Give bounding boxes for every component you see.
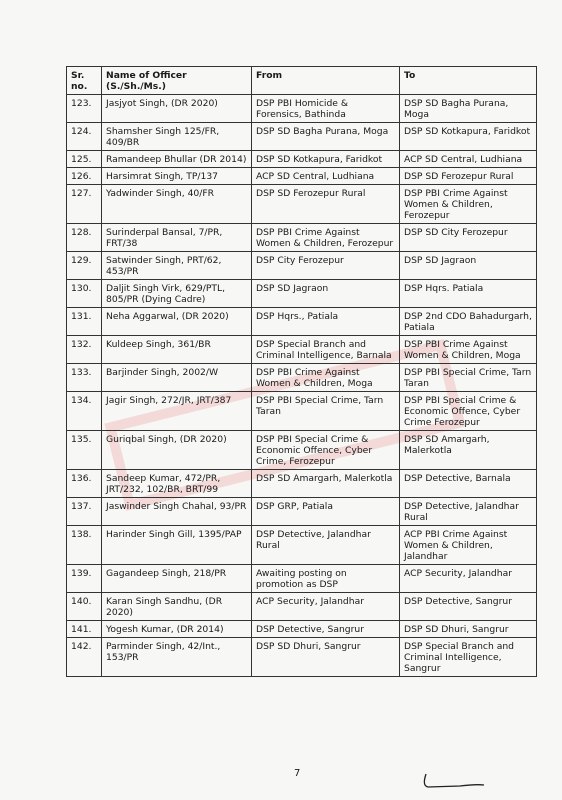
row-officer-name: Yadwinder Singh, 40/FR [102,185,252,224]
row-sr-no: 136. [67,470,102,498]
row-from: DSP SD Kotkapura, Faridkot [252,151,400,168]
row-to: DSP SD Jagraon [400,252,537,280]
row-sr-no: 123. [67,95,102,123]
row-sr-no: 132. [67,336,102,364]
row-to: DSP SD Amargarh, Malerkotla [400,431,537,470]
table-row [67,470,537,498]
row-sr-no: 140. [67,593,102,621]
row-to: DSP 2nd CDO Bahadurgarh, Patiala [400,308,537,336]
row-from: ACP Security, Jalandhar [252,593,400,621]
table-row [67,151,537,168]
row-sr-no: 130. [67,280,102,308]
row-to: DSP PBI Crime Against Women & Children, Moga [400,336,537,364]
row-to: ACP SD Central, Ludhiana [400,151,537,168]
table-row [67,123,537,151]
row-sr-no: 142. [67,638,102,677]
row-from: DSP SD Ferozepur Rural [252,185,400,224]
table-row [67,280,537,308]
table-row [67,336,537,364]
table-header-row [67,67,537,95]
header-to: To [400,67,537,95]
table-row [67,168,537,185]
row-to: DSP SD City Ferozepur [400,224,537,252]
row-from: DSP City Ferozepur [252,252,400,280]
row-to: DSP SD Ferozepur Rural [400,168,537,185]
row-officer-name: Yogesh Kumar, (DR 2014) [102,621,252,638]
row-officer-name: Jaswinder Singh Chahal, 93/PR [102,498,252,526]
row-officer-name: Jagir Singh, 272/JR, JRT/387 [102,392,252,431]
table-row [67,224,537,252]
table-row [67,185,537,224]
table-row [67,565,537,593]
row-to: DSP PBI Special Crime, Tarn Taran [400,364,537,392]
row-sr-no: 129. [67,252,102,280]
row-officer-name: Kuldeep Singh, 361/BR [102,336,252,364]
table-row [67,498,537,526]
row-to: ACP Security, Jalandhar [400,565,537,593]
row-to: DSP Detective, Sangrur [400,593,537,621]
row-sr-no: 139. [67,565,102,593]
row-officer-name: Karan Singh Sandhu, (DR 2020) [102,593,252,621]
row-officer-name: Ramandeep Bhullar (DR 2014) [102,151,252,168]
row-sr-no: 125. [67,151,102,168]
row-from: DSP Detective, Jalandhar Rural [252,526,400,565]
row-from: DSP Special Branch and Criminal Intelligence, Barnala [252,336,400,364]
row-from: DSP Hqrs., Patiala [252,308,400,336]
row-officer-name: Harinder Singh Gill, 1395/PAP [102,526,252,565]
row-officer-name: Daljit Singh Virk, 629/PTL, 805/PR (Dying Cadre) [102,280,252,308]
row-from: DSP PBI Special Crime, Tarn Taran [252,392,400,431]
row-officer-name: Parminder Singh, 42/Int., 153/PR [102,638,252,677]
row-from: ACP SD Central, Ludhiana [252,168,400,185]
row-from: DSP PBI Crime Against Women & Children, Moga [252,364,400,392]
row-officer-name: Sandeep Kumar, 472/PR, JRT/232, 102/BR, BRT/99 [102,470,252,498]
row-from: DSP SD Dhuri, Sangrur [252,638,400,677]
row-to: ACP PBI Crime Against Women & Children, Jalandhar [400,526,537,565]
row-sr-no: 137. [67,498,102,526]
row-officer-name: Shamsher Singh 125/FR, 409/BR [102,123,252,151]
table-row [67,431,537,470]
row-from: DSP SD Jagraon [252,280,400,308]
table-row [67,593,537,621]
row-officer-name: Neha Aggarwal, (DR 2020) [102,308,252,336]
row-sr-no: 138. [67,526,102,565]
row-from: Awaiting posting on promotion as DSP [252,565,400,593]
table-row [67,526,537,565]
row-sr-no: 128. [67,224,102,252]
row-sr-no: 126. [67,168,102,185]
row-to: DSP Detective, Jalandhar Rural [400,498,537,526]
row-sr-no: 127. [67,185,102,224]
row-sr-no: 141. [67,621,102,638]
row-sr-no: 133. [67,364,102,392]
table-row [67,621,537,638]
row-to: DSP Special Branch and Criminal Intelligence, Sangrur [400,638,537,677]
row-sr-no: 124. [67,123,102,151]
signature-mark [420,772,490,790]
row-to: DSP SD Dhuri, Sangrur [400,621,537,638]
page-number: 7 [294,768,301,779]
row-to: DSP Hqrs. Patiala [400,280,537,308]
header-name: Name of Officer (S./Sh./Ms.) [102,67,252,95]
table-row [67,95,537,123]
row-from: DSP SD Bagha Purana, Moga [252,123,400,151]
row-officer-name: Guriqbal Singh, (DR 2020) [102,431,252,470]
row-to: DSP SD Kotkapura, Faridkot [400,123,537,151]
row-sr-no: 135. [67,431,102,470]
row-from: DSP PBI Crime Against Women & Children, Ferozepur [252,224,400,252]
row-from: DSP SD Amargarh, Malerkotla [252,470,400,498]
table-row [67,364,537,392]
transfer-table [66,66,537,677]
table-row [67,252,537,280]
row-to: DSP Detective, Barnala [400,470,537,498]
table-row [67,308,537,336]
row-sr-no: 134. [67,392,102,431]
header-from: From [252,67,400,95]
table-row [67,638,537,677]
row-from: DSP PBI Special Crime & Economic Offence, Cyber Crime, Ferozepur [252,431,400,470]
table-row [67,392,537,431]
row-officer-name: Barjinder Singh, 2002/W [102,364,252,392]
row-officer-name: Surinderpal Bansal, 7/PR, FRT/38 [102,224,252,252]
row-from: DSP PBI Homicide & Forensics, Bathinda [252,95,400,123]
row-officer-name: Satwinder Singh, PRT/62, 453/PR [102,252,252,280]
row-to: DSP SD Bagha Purana, Moga [400,95,537,123]
row-to: DSP PBI Special Crime & Economic Offence, Cyber Crime Ferozepur [400,392,537,431]
row-to: DSP PBI Crime Against Women & Children, Ferozepur [400,185,537,224]
row-sr-no: 131. [67,308,102,336]
row-officer-name: Jasjyot Singh, (DR 2020) [102,95,252,123]
header-sr-no: Sr. no. [67,67,102,95]
row-from: DSP Detective, Sangrur [252,621,400,638]
row-officer-name: Harsimrat Singh, TP/137 [102,168,252,185]
row-officer-name: Gagandeep Singh, 218/PR [102,565,252,593]
row-from: DSP GRP, Patiala [252,498,400,526]
